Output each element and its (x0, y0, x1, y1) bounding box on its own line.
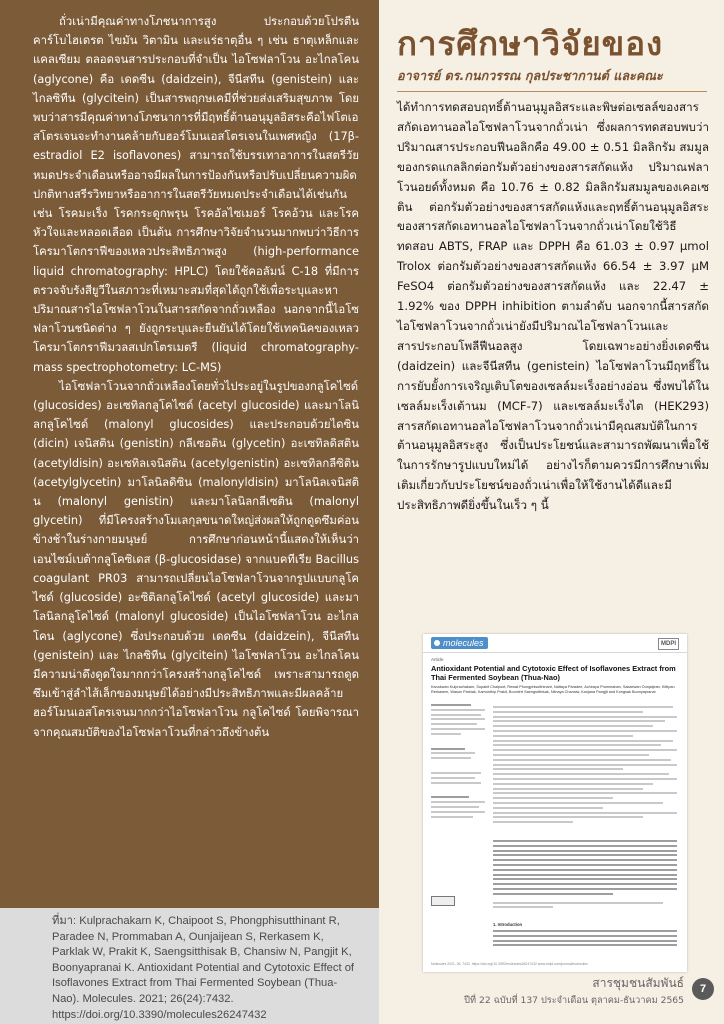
paper-footer: Molecules 2021, 26, 7432. https://doi.org/10.3390/molecules26247432 www.mdpi.com/journal/molecules (431, 962, 588, 966)
paper-article-type: Article (431, 657, 444, 662)
paper-affiliations (493, 706, 679, 826)
issue-line: ปีที่ 22 ฉบับที่ 137 ประจำเดือน ตุลาคม-ธันวาคม 2565 (464, 995, 684, 1006)
magazine-name: สารชุมชนสัมพันธ์ (592, 976, 684, 990)
cc-license-badge (431, 896, 455, 906)
left-paragraph-2: ไอโซฟลาโวนจากถั่วเหลืองโดยทั่วไประอยู่ในรูปของกลูโคไซด์ (glucosides) อะเซทิลกลูโคไซด์ (acetyl glucoside) และมาโลนิลกลูโคไซด์ (malonyl glucosides) และประกอบด้วยไดซิน (dicin) เจนิสติน (genistin) กลีเซอติน (glycetin) อะเซทิลดิสติน (acetyldisin) อะเซทิลเจนิสติน (acetylgenistin) อะเซทิลกลีซิติน (acetylglycetin) มาโลนิลดิซิน (malonyldisin) มาโลนิลเจนิสติน (malonyl genistin) และมาโลนิลกลีเซติน (malonyl glycetin) ที่มีโครงสร้างโมเลกุลขนาดใหญ่ส่งผลให้ถูกดูดซึมค่อนข้างช้าในร่างกายมนุษย์ การศึกษาก่อนหน้านี้แสดงให้เห็นว่าเอนไซม์เบต้ากลูโคซิเดส (β-glucosidase) จากแบคทีเรีย Bacillus coagulant PR03 สามารถเปลี่ยนไอโซฟลาโวนจากรูปแบบกลูโคไซด์ (glucoside) อะซิติลกลูโคไซด์ (acetyl glucoside) และมาโลนิลกลูโคไซด์ (malonyl glucoside) เป็นไอโซฟลาโวน อะไกลโคน (aglycone) ซึ่งประกอบด้วย เดดซีน (daidzein), จีนีสทีน (genistein) และ ไกลซิทีน (glycitein) ไอโซฟลาโวน อะไกลโคนมีความน่าดึงดูดใจมากกว่าโครงสร้างกลูโคไซด์ เพราะสามารถดูดซึมเข้าสู่ลำไส้เล็กของมนุษย์ได้อย่างมีประสิทธิภาพและมีผลคล้ายฮอร์โมนเอสโตรเจนมากกว่าไอโซฟลาโวน กลูโคไซด์ โดยพิจารณาจากคุณสมบัติของไอโซฟลาโวนที่กล่าวถึงข้างต้น (33, 378, 359, 739)
mdpi-logo: MDPI (658, 638, 679, 650)
author-line: อาจารย์ ดร.กนกวรรณ กุลประชากานต์ และคณะ (397, 68, 663, 83)
left-article-column (0, 0, 379, 908)
paper-thumbnail (423, 634, 687, 972)
paper-title: Antioxidant Potential and Cytotoxic Effect of Isoflavones Extract from Thai Fermented Soybean (Thua-Nao) (431, 664, 676, 682)
paper-abstract (493, 840, 679, 911)
paper-intro-heading: 1. Introduction (493, 922, 523, 927)
divider (397, 91, 707, 92)
paper-intro-text (493, 930, 679, 949)
headline: การศึกษาวิจัยของ (397, 24, 664, 63)
paper-sidebar (431, 704, 487, 954)
paper-header (423, 634, 687, 653)
right-article-column (379, 0, 724, 1024)
paper-authors: Kanokwan Kulprachakarn, Supakit Chaipoot, Rewat Phongphisutthinant, Nattaya Paradee, Achiraya Prommaban, Sakaewan Ounjaijean, Kittipan Rerkasem, Wason Parklak, Kamonthip Prakit, Boonlert Saengsitthisak, Nilnaya Chansiw, Kanjana Pangjit and Kongsak Boonyapranai (431, 685, 675, 695)
molecules-logo: molecules (431, 637, 488, 649)
reference-box (0, 908, 379, 1024)
page-number: 7 (692, 978, 714, 1000)
right-body-text: ได้ทำการทดสอบฤทธิ์ต้านอนุมูลอิสระและพิษต่อเซลล์ของสารสกัดเอทานอลไอโซฟลาโวนจากถั่วเน่า ซึ่งผลการทดสอบพบว่าปริมาณสารประกอบฟีนอลิกคือ 49.00 ± 0.51 มิลลิกรัม สมมูลของกรดแกลลิกต่อกรัมตัวอย่างของสารสกัดแห้ง ปริมาณฟลาโวนอยด์ทั้งหมด คือ 10.76 ± 0.82 มิลลิกรัมสมมูลของเคอเซติน ต่อกรัมตัวอย่างของสารสกัดแห้งและฤทธิ์ต้านอนุมูลอิสระของสารสกัดเอทานอลไอโซฟลาโวนจากถั่วเน่าโดยใช้วิธีทดสอบ ABTS, FRAP และ DPPH คือ 61.03 ± 0.97 µmol Trolox ต่อกรัมตัวอย่างของสารสกัดแห้ง 66.54 ± 3.97 µM FeSO4 ต่อกรัมตัวอย่างของสารสกัดแห้ง และ 22.47 ± 1.92% ของ DPPH inhibition ตามลำดับ นอกจากนี้สารสกัดไอโซฟลาโวนจากถั่วเน่ายังมีปริมาณไอโซฟลาโวนและ สารประกอบโพลีฟีนอลสูง โดยเฉพาะอย่างยิ่งเดดซีน (daidzein) และจีนีสทีน (genistein) ไอโซฟลาโวนมีฤทธิ์ในการยับยั้งการเจริญเติบโตของเซลล์มะเร็งอย่างอ่อน ซึ่งพบได้ในเซลล์มะเร็งเต้านม (MCF-7) และเซลล์มะเร็งไต (HEK293) สารสกัดเอทานอลไอโซฟลาโวนจากถั่วเน่ามีคุณสมบัติในการต้านอนุมูลอิสระสูง ซึ่งเป็นประโยชน์และสามารถพัฒนาเพื่อใช้ในการรักษารูปแบบใหม่ได้ อย่างไรก็ตามควรมีการศึกษาเพิ่มเติมเกี่ยวกับประโยชน์ของถั่วเน่าเพื่อให้ใช้งานได้ดีและมีประสิทธิภาพดียิ่งขึ้นในเร็ว ๆ นี้ (397, 100, 710, 513)
left-paragraph-1: ถั่วเน่ามีคุณค่าทางโภชนาการสูง ประกอบด้วยโปรตีน คาร์โบไฮเดรต ไขมัน วิตามิน และแร่ธาตุอื่น ๆ เช่น ธาตุเหล็กและแคลเซียม ตลอดจนสารประกอบที่จำเป็น ไอโซฟลาโวน อะไกลโคน (aglycone) คือ เดดซีน (daidzein), จีนีสทีน (genistein) และ ไกลซิทีน (glycitein) เป็นสารพฤกษเคมีที่ช่วยส่งเสริมสุขภาพ โดยพบว่าสารมีคุณค่าทางโภชนาการที่มีฤทธิ์ต้านอนุมูลอิสระคือไฟโตเอสโตรเจนจะทำงานคล้ายกับฮอร์โมนเอสโตรเจนในเพศหญิง (17β-estradiol E2 isoflavones) สามารถใช้บรรเทาอาการในสตรีวัยหมดประจำเดือนหรืออาจมีผลในการป้องกันหรือปรับเปลี่ยนความผิดปกติทางสรีรวิทยาหรืออาการในสตรีวัยหมดประจำเดือนได้เช่นกัน เช่น โรคมะเร็ง โรคกระดูกพรุน โรคอัลไซเมอร์ โรคอ้วน และโรคหัวใจและหลอดเลือด เป็นต้น การศึกษาวิจัยจำนวนมากพบว่าวิธีการโครมาโตกราฟีของเหลวประสิทธิภาพสูง (high-performance liquid chromatography: HPLC) โดยใช้คอลัมน์ C-18 ที่มีการตรวจจับรังสียูวีในสภาวะที่เหมาะสมที่สุดได้ถูกใช้เพื่อระบุและหาปริมาณสารไอโซฟลาโวนในสารสกัดจากถั่วเหลือง นอกจากนี้ไอโซฟลาโวนชนิดต่าง ๆ ยังถูกระบุและยืนยันได้โดยใช้เทคนิคของเหลวโครมาโตกราฟีมวลสเปกโตรเมตรี (liquid chromatography-mass spectrophotometry: LC-MS) (33, 14, 359, 374)
reference-text: ที่มา: Kulprachakarn K, Chaipoot S, Phongphisutthinant R, Paradee N, Prommaban A, Ounjaijean S, Rerkasem K, Parklak W, Prakit K, Saengsitthisak B, Chansiw N, Pangjit K, Boonyapranai K. Antioxidant Potential and Cytotoxic Effect of Isoflavones Extract from Thai Fermented Soybean (Thua-Nao). Molecules. 2021; 26(24):7432. https://doi.org/10.3390/molecules26247432 (52, 915, 355, 1021)
